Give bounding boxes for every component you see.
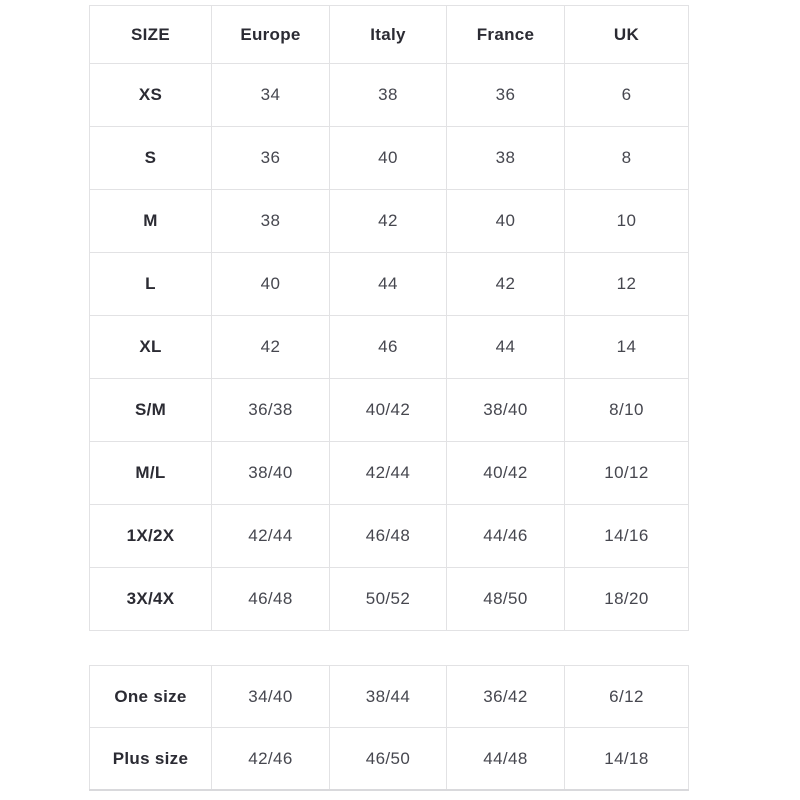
- value-cell: 44/48: [447, 728, 565, 791]
- value-cell: 10: [565, 190, 689, 253]
- value-cell: 44: [330, 253, 447, 316]
- header-cell-europe: Europe: [212, 6, 330, 64]
- value-cell: 34/40: [212, 666, 330, 728]
- value-cell: 6/12: [565, 666, 689, 728]
- special-sizes-table: [89, 665, 689, 791]
- value-cell: 38/40: [447, 379, 565, 442]
- header-row: [90, 6, 689, 64]
- size-label-cell: XS: [90, 64, 212, 127]
- value-cell: 46/50: [330, 728, 447, 791]
- value-cell: 12: [565, 253, 689, 316]
- table-row-m: [90, 190, 689, 253]
- table-row-s: [90, 127, 689, 190]
- value-cell: 48/50: [447, 568, 565, 631]
- table-row-ml: [90, 442, 689, 505]
- value-cell: 42: [212, 316, 330, 379]
- value-cell: 46: [330, 316, 447, 379]
- header-cell-uk: UK: [565, 6, 689, 64]
- value-cell: 42/44: [212, 505, 330, 568]
- value-cell: 38: [212, 190, 330, 253]
- value-cell: 42: [447, 253, 565, 316]
- table-row-plus-size: [90, 728, 689, 791]
- table-row-1x2x: [90, 505, 689, 568]
- size-label-cell: L: [90, 253, 212, 316]
- size-label-cell: M/L: [90, 442, 212, 505]
- value-cell: 44/46: [447, 505, 565, 568]
- table-row-one-size: [90, 666, 689, 728]
- value-cell: 42/44: [330, 442, 447, 505]
- size-label-cell: S: [90, 127, 212, 190]
- value-cell: 40/42: [330, 379, 447, 442]
- value-cell: 8: [565, 127, 689, 190]
- size-label-cell: Plus size: [90, 728, 212, 791]
- value-cell: 18/20: [565, 568, 689, 631]
- size-label-cell: One size: [90, 666, 212, 728]
- size-label-cell: 3X/4X: [90, 568, 212, 631]
- table-row-3x4x: [90, 568, 689, 631]
- value-cell: 50/52: [330, 568, 447, 631]
- value-cell: 36/38: [212, 379, 330, 442]
- value-cell: 40: [330, 127, 447, 190]
- value-cell: 38: [447, 127, 565, 190]
- value-cell: 8/10: [565, 379, 689, 442]
- size-label-cell: S/M: [90, 379, 212, 442]
- value-cell: 42: [330, 190, 447, 253]
- value-cell: 40: [212, 253, 330, 316]
- table-row-l: [90, 253, 689, 316]
- value-cell: 36/42: [447, 666, 565, 728]
- value-cell: 14/16: [565, 505, 689, 568]
- value-cell: 42/46: [212, 728, 330, 791]
- value-cell: 14/18: [565, 728, 689, 791]
- table-row-xs: [90, 64, 689, 127]
- value-cell: 36: [447, 64, 565, 127]
- value-cell: 38/44: [330, 666, 447, 728]
- size-label-cell: 1X/2X: [90, 505, 212, 568]
- value-cell: 46/48: [212, 568, 330, 631]
- value-cell: 6: [565, 64, 689, 127]
- value-cell: 46/48: [330, 505, 447, 568]
- value-cell: 10/12: [565, 442, 689, 505]
- value-cell: 40: [447, 190, 565, 253]
- value-cell: 44: [447, 316, 565, 379]
- value-cell: 38/40: [212, 442, 330, 505]
- table-row-xl: [90, 316, 689, 379]
- size-label-cell: M: [90, 190, 212, 253]
- header-cell-italy: Italy: [330, 6, 447, 64]
- value-cell: 38: [330, 64, 447, 127]
- table-row-sm: [90, 379, 689, 442]
- size-label-cell: XL: [90, 316, 212, 379]
- size-conversion-table: [89, 5, 689, 631]
- value-cell: 34: [212, 64, 330, 127]
- header-cell-size: SIZE: [90, 6, 212, 64]
- header-cell-france: France: [447, 6, 565, 64]
- value-cell: 14: [565, 316, 689, 379]
- value-cell: 40/42: [447, 442, 565, 505]
- value-cell: 36: [212, 127, 330, 190]
